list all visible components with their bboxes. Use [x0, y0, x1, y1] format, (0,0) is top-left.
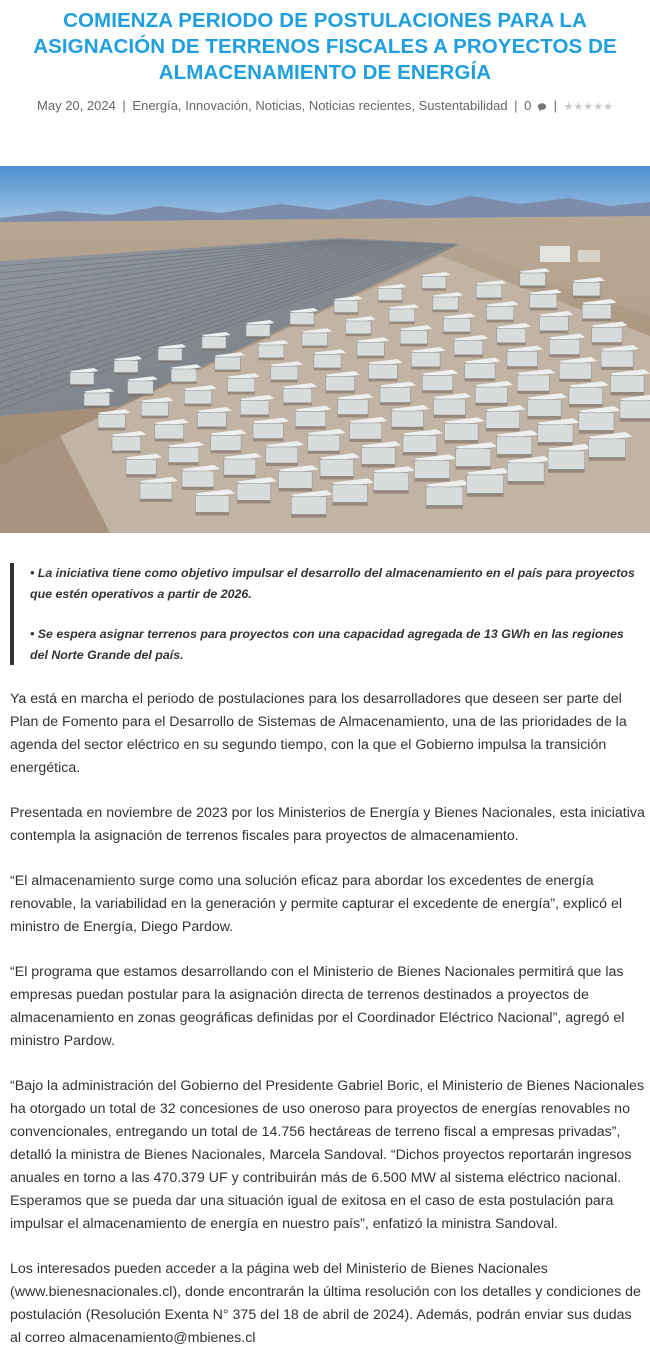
battery-container: [592, 327, 622, 342]
battery-container: [141, 402, 168, 416]
battery-container: [237, 484, 271, 501]
battery-container: [487, 306, 514, 320]
battery-container: [433, 297, 459, 310]
highlight-item: • Se espera asignar terrenos para proyectos con una capacidad agregada de 13 GWh en las regiones del Norte Grande del país.: [30, 624, 640, 665]
battery-container: [559, 363, 591, 379]
container-shadow: [373, 490, 408, 493]
container-shadow: [507, 481, 544, 484]
container-shadow: [465, 379, 495, 382]
article-title: COMIENZA PERIODO DE POSTULACIONES PARA LA ASIGNACIÓN DE TERRENOS FISCALES A PROYECTOS DE ALMACENAMIENTO DE ENERGÍA: [10, 8, 640, 86]
battery-container: [456, 449, 491, 467]
container-shadow: [569, 404, 603, 407]
container-shadow: [422, 391, 452, 394]
article-body: [10, 688, 645, 1372]
battery-container: [530, 294, 557, 308]
battery-container: [443, 318, 470, 332]
battery-container: [128, 381, 154, 394]
container-shadow: [579, 430, 614, 433]
battery-container: [507, 351, 537, 366]
battery-container: [422, 375, 452, 390]
container-shadow: [295, 427, 325, 430]
battery-container: [211, 435, 241, 450]
battery-container: [332, 485, 367, 503]
battery-container: [338, 399, 368, 414]
battery-container: [380, 387, 410, 402]
container-shadow: [350, 439, 382, 442]
battery-container: [253, 423, 283, 438]
container-shadow: [548, 469, 585, 472]
battery-container: [184, 390, 211, 404]
battery-container: [283, 388, 312, 402]
battery-container: [98, 414, 125, 428]
container-shadow: [601, 367, 633, 370]
container-shadow: [620, 418, 650, 421]
battery-container: [538, 425, 573, 443]
paragraph: Los interesados pueden acceder a la página web del Ministerio de Bienes Nacionales (www.bienesnacionales.cl), donde encontrarán la última resolución con los detalles y condiciones de postulación (Resolución Exenta N° 375 del 18 de abril de 2024). Además, podrán enviar sus dudas al correo almacenamiento@mbienes.cl: [10, 1258, 645, 1350]
battery-container: [215, 357, 241, 370]
container-shadow: [403, 452, 437, 455]
container-shadow: [467, 493, 504, 496]
battery-container: [497, 328, 526, 342]
battery-container: [326, 376, 355, 390]
container-shadow: [202, 349, 226, 351]
container-shadow: [320, 476, 354, 479]
battery-container: [620, 401, 650, 419]
post-date: May 20, 2024: [37, 98, 116, 113]
battery-container: [291, 497, 326, 515]
container-shadow: [338, 415, 368, 418]
container-shadow: [392, 427, 424, 430]
container-shadow: [540, 331, 569, 334]
container-shadow: [369, 379, 398, 382]
battery-container: [520, 273, 546, 286]
battery-container: [573, 282, 600, 296]
container-shadow: [168, 463, 198, 466]
container-shadow: [487, 320, 514, 323]
battery-container: [415, 461, 450, 479]
battery-container: [378, 289, 402, 301]
container-shadow: [528, 416, 562, 419]
container-shadow: [258, 358, 284, 360]
battery-container: [290, 313, 314, 325]
container-shadow: [573, 296, 600, 299]
battery-container: [528, 400, 562, 417]
battery-container: [433, 399, 465, 415]
container-shadow: [497, 454, 532, 457]
battery-container: [302, 333, 328, 346]
battery-container: [507, 463, 544, 481]
container-shadow: [332, 502, 367, 505]
battery-container: [158, 349, 182, 361]
container-shadow: [433, 310, 459, 312]
battery-container: [601, 351, 633, 367]
container-shadow: [215, 370, 241, 372]
paragraph: “El programa que estamos desarrollando con el Ministerio de Bienes Nacionales permitirá que las empresas puedan postular para la asignación directa de terrenos destinados a proyectos de almacenamiento en zonas geográficas definidas por el Coordinador Eléctrico Nacional”, agregó el ministro Pardow.: [10, 961, 645, 1053]
container-shadow: [308, 451, 340, 454]
category-link-noticias[interactable]: Noticias: [255, 98, 301, 113]
container-shadow: [253, 439, 283, 442]
battery-container: [540, 316, 569, 330]
battery-container: [426, 487, 463, 505]
container-shadow: [507, 367, 537, 370]
battery-container: [168, 447, 198, 462]
battery-container: [84, 393, 110, 406]
container-shadow: [326, 391, 355, 394]
battery-container: [224, 459, 256, 475]
container-shadow: [155, 439, 184, 442]
container-shadow: [346, 334, 372, 336]
container-shadow: [475, 403, 507, 406]
battery-container: [126, 459, 156, 474]
paragraph: Ya está en marcha el periodo de postulaciones para los desarrolladores que deseen ser parte del Plan de Fomento para el Desarrollo de Sistemas de Almacenamiento, una de las prioridades de la agenda del sector eléctrico en su segundo tiempo, con la que el Gobierno impulsa la transición energética.: [10, 688, 645, 780]
container-shadow: [246, 337, 270, 339]
battery-container: [246, 325, 270, 337]
container-shadow: [530, 308, 557, 311]
comment-count: 0: [524, 98, 531, 113]
comment-icon: [537, 102, 547, 112]
container-shadow: [290, 325, 314, 327]
container-shadow: [611, 392, 645, 395]
container-shadow: [497, 343, 526, 346]
container-shadow: [378, 301, 402, 303]
battery-container: [497, 437, 532, 455]
container-shadow: [454, 355, 483, 358]
battery-container: [279, 472, 313, 489]
battery-container: [202, 337, 226, 349]
battery-container: [350, 423, 382, 439]
battery-container: [295, 411, 325, 426]
container-shadow: [266, 463, 298, 466]
battery-container: [465, 363, 495, 378]
container-shadow: [443, 332, 470, 335]
container-shadow: [422, 289, 446, 291]
container-shadow: [517, 391, 549, 394]
container-shadow: [211, 451, 241, 454]
category-link-noticias-recientes[interactable]: Noticias recientes: [309, 98, 412, 113]
container-shadow: [112, 451, 141, 454]
battery-container: [196, 496, 230, 513]
container-shadow: [549, 355, 579, 358]
container-shadow: [400, 344, 427, 347]
hero-image: [0, 166, 650, 533]
container-shadow: [140, 499, 172, 502]
battery-container: [314, 354, 341, 368]
battery-container: [389, 309, 415, 322]
container-shadow: [237, 500, 271, 503]
highlight-item: • La iniciativa tiene como objetivo impulsar el desarrollo del almacenamiento en el país para proyectos que estén operativos a partir de 2026.: [30, 563, 640, 604]
battery-container: [334, 301, 358, 313]
container-shadow: [98, 428, 125, 431]
category-link-energia[interactable]: Energía: [132, 98, 178, 113]
battery-container: [549, 339, 579, 354]
container-shadow: [196, 512, 230, 515]
container-shadow: [592, 343, 622, 346]
battery-container: [611, 376, 645, 393]
container-shadow: [283, 403, 312, 406]
battery-container: [362, 448, 396, 465]
container-shadow: [314, 368, 341, 371]
container-shadow: [171, 382, 197, 384]
container-shadow: [582, 319, 611, 322]
container-shadow: [70, 385, 94, 387]
battery-container: [422, 277, 446, 289]
paragraph: “Bajo la administración del Gobierno del Presidente Gabriel Boric, el Ministerio de Bienes Nacionales ha otorgado un total de 32 concesiones de uso oneroso para proyectos de energías renovables no convencionales, entregando un total de 14.756 hectáreas de terreno fiscal a empresas privadas”, detalló la ministra de Bienes Nacionales, Marcela Sandoval. “Dichos proyectos reportarán ingresos anuales en torno a las 470.379 UF y contribuirán más de 6.500 MW al sistema eléctrico nacional. Esperamos que se pueda dar una situación igual de exitosa en el caso de esta postulación para impulsar el almacenamiento de energía en nuestro país”, enfatizó la ministra Sandoval.: [10, 1075, 645, 1236]
battery-container: [198, 412, 227, 426]
battery-container: [392, 411, 424, 427]
container-shadow: [84, 406, 110, 408]
container-shadow: [589, 457, 626, 460]
battery-container: [70, 373, 94, 385]
container-shadow: [362, 464, 396, 467]
rating-stars: ★★★★★: [564, 97, 613, 117]
container-shadow: [486, 428, 520, 431]
battery-container: [486, 412, 520, 429]
container-shadow: [126, 475, 156, 478]
container-shadow: [559, 379, 591, 382]
container-shadow: [411, 367, 440, 370]
container-shadow: [302, 346, 328, 348]
container-shadow: [476, 298, 502, 300]
post-meta: May 20, 2024 | Energía, Innovación, Noticias, Noticias recientes, Sustentabilidad | 0 | ★★★★★: [0, 96, 650, 117]
battery-container: [454, 340, 483, 354]
container-shadow: [291, 514, 326, 517]
container-shadow: [158, 361, 182, 363]
container-shadow: [271, 380, 298, 383]
battery-container: [228, 378, 255, 392]
battery-container: [357, 342, 384, 356]
battery-container: [579, 413, 614, 431]
battery-container: [320, 460, 354, 477]
comments-link[interactable]: [524, 98, 547, 113]
container-shadow: [538, 442, 573, 445]
battery-container: [476, 285, 502, 298]
battery-container: [112, 436, 141, 450]
battery-container: [140, 483, 172, 499]
container-shadow: [141, 416, 168, 419]
container-shadow: [114, 373, 138, 375]
battery-container: [467, 475, 504, 493]
container-shadow: [415, 478, 450, 481]
container-shadow: [240, 415, 269, 418]
battery-container: [369, 364, 398, 378]
battery-container: [569, 388, 603, 405]
battery-container: [411, 352, 440, 366]
container-shadow: [433, 415, 465, 418]
container-shadow: [456, 466, 491, 469]
container-shadow: [198, 427, 227, 430]
paragraph: “El almacenamiento surge como una solución eficaz para abordar los excedentes de energía renovable, la variabilidad en la generación y permite capturar el excedente de energía”, explicó el ministro de Energía, Diego Pardow.: [10, 870, 645, 939]
battery-container: [582, 304, 611, 318]
battery-container: [548, 451, 585, 469]
battery-container: [240, 400, 269, 414]
container-shadow: [228, 392, 255, 395]
paragraph: Presentada en noviembre de 2023 por los Ministerios de Energía y Bienes Nacionales, esta iniciativa contempla la asignación de terrenos fiscales para proyectos de almacenamiento.: [10, 802, 645, 848]
container-shadow: [128, 394, 154, 396]
battery-container: [114, 361, 138, 373]
container-shadow: [184, 404, 211, 407]
container-shadow: [182, 487, 214, 490]
container-shadow: [445, 440, 479, 443]
battery-container: [258, 345, 284, 358]
battery-container: [155, 424, 184, 438]
battery-container: [403, 436, 437, 453]
container-shadow: [357, 356, 384, 359]
battery-container: [373, 473, 408, 491]
container-shadow: [224, 475, 256, 478]
battery-container: [475, 387, 507, 403]
container-shadow: [426, 505, 463, 508]
container-shadow: [389, 322, 415, 324]
battery-container: [271, 366, 298, 380]
battery-storage-plant-photo: [0, 166, 650, 533]
container-shadow: [334, 313, 358, 315]
battery-container: [182, 471, 214, 487]
category-link-sustentabilidad[interactable]: Sustentabilidad: [419, 98, 508, 113]
category-link-innovacion[interactable]: Innovación: [185, 98, 248, 113]
battery-container: [171, 369, 197, 382]
battery-container: [517, 375, 549, 391]
container-shadow: [380, 403, 410, 406]
battery-container: [445, 424, 479, 441]
container-shadow: [520, 286, 546, 288]
battery-container: [400, 330, 427, 344]
container-shadow: [279, 488, 313, 491]
highlights-quote: [10, 563, 640, 665]
battery-container: [346, 321, 372, 334]
battery-container: [308, 435, 340, 451]
battery-container: [589, 439, 626, 457]
battery-container: [266, 447, 298, 463]
